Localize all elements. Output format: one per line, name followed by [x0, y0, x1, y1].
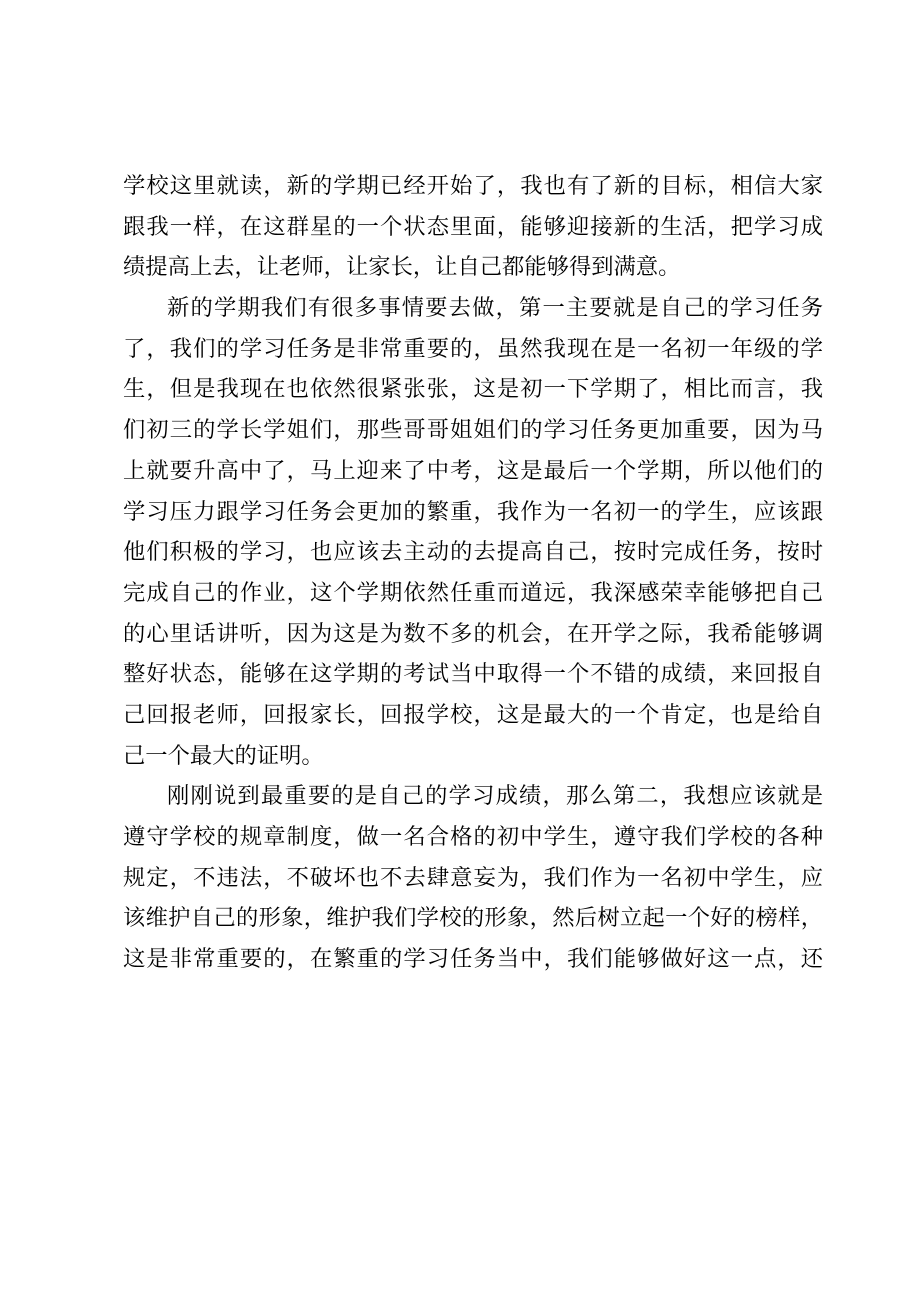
document-body: [123, 166, 823, 980]
text-line: 这是非常重要的，在繁重的学习任务当中，我们能够做好这一点，还: [123, 946, 823, 973]
text-line: 遵守学校的规章制度，做一名合格的初中学生，遵守我们学校的各种: [123, 824, 823, 850]
text-line: 跟我一样，在这群星的一个状态里面，能够迎接新的生活，把学习成: [123, 213, 823, 240]
text-line: 新的学期我们有很多事情要去做，第一主要就是自己的学习任务: [167, 295, 823, 322]
paragraph-3: [123, 776, 823, 979]
text-line: 学习压力跟学习任务会更加的繁重，我作为一名初一的学生，应该跟: [123, 498, 823, 525]
text-line: 们初三的学长学姐们，那些哥哥姐姐们的学习任务更加重要，因为马: [123, 417, 823, 444]
text-line: 了，我们的学习任务是非常重要的，虽然我现在是一名初一年级的学: [123, 335, 823, 362]
text-line: 该维护自己的形象，维护我们学校的形象，然后树立起一个好的榜样，: [123, 905, 823, 932]
text-line: 己回报老师，回报家长，回报学校，这是最大的一个肯定，也是给自: [123, 701, 823, 728]
text-line: 学校这里就读，新的学期已经开始了，我也有了新的目标，相信大家: [123, 173, 823, 199]
text-line: 上就要升高中了，马上迎来了中考，这是最后一个学期，所以他们的: [123, 457, 823, 484]
text-line: 规定，不违法，不破坏也不去肆意妄为，我们作为一名初中学生，应: [123, 864, 823, 891]
text-line: 己一个最大的证明。: [123, 742, 324, 769]
text-line: 的心里话讲听，因为这是为数不多的机会，在开学之际，我希能够调: [123, 620, 823, 647]
text-line: 生，但是我现在也依然很紧张张，这是初一下学期了，相比而言，我: [123, 376, 823, 403]
text-line: 完成自己的作业，这个学期依然任重而道远，我深感荣幸能够把自己: [123, 579, 823, 606]
text-line: 刚刚说到最重要的是自己的学习成绩，那么第二，我想应该就是: [167, 783, 823, 810]
text-line: 整好状态，能够在这学期的考试当中取得一个不错的成绩，来回报自: [123, 661, 823, 688]
text-line: 他们积极的学习，也应该去主动的去提高自己，按时完成任务，按时: [123, 539, 823, 566]
paragraph-1: [123, 166, 823, 288]
paragraph-2: [123, 288, 823, 776]
text-line: 绩提高上去，让老师，让家长，让自己都能够得到满意。: [123, 254, 681, 281]
